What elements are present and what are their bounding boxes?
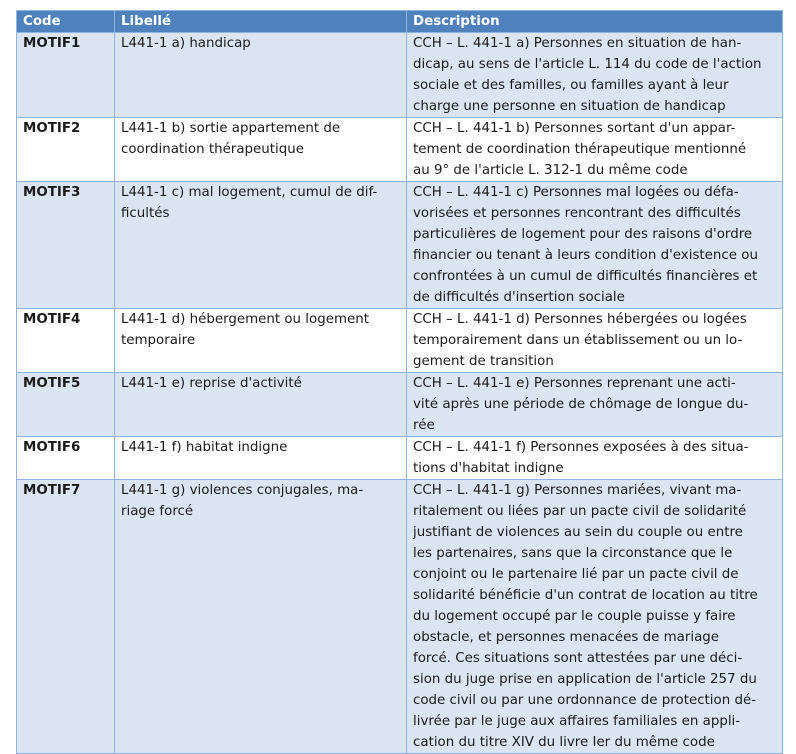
- table-row: [17, 480, 783, 754]
- cell-description: [407, 480, 783, 754]
- cell-description: [407, 373, 783, 437]
- description-line: gement de transition: [413, 354, 554, 369]
- description-line: CCH – L. 441-1 d) Personnes hébergées ou logées: [413, 312, 747, 327]
- cell-libelle: [115, 33, 407, 118]
- description-line: les partenaires, sans que la circonstance que le: [413, 546, 733, 561]
- description-line: vité après une période de chômage de longue du-: [413, 397, 749, 412]
- header-description: Description: [407, 11, 783, 33]
- description-line: de difficultés d'insertion sociale: [413, 290, 625, 305]
- cell-libelle: [115, 118, 407, 182]
- cell-description: [407, 309, 783, 373]
- description-line: temporairement dans un établissement ou un lo-: [413, 333, 743, 348]
- table-row: [17, 33, 783, 118]
- description-line: conjoint ou le partenaire lié par un pacte civil de: [413, 567, 739, 582]
- description-line: solidarité bénéficie d'un contrat de location au titre: [413, 588, 758, 603]
- description-line: cation du titre XIV du livre Ier du même code: [413, 735, 715, 750]
- description-line: justifiant de violences au sein du couple ou entre: [413, 525, 743, 540]
- libelle-line: ficultés: [121, 206, 170, 221]
- table-row: [17, 309, 783, 373]
- description-line: tement de coordination thérapeutique mentionné: [413, 142, 747, 157]
- cell-description: [407, 437, 783, 480]
- description-line: au 9° de l'article L. 312-1 du même code: [413, 163, 688, 178]
- table-row: [17, 182, 783, 309]
- description-line: CCH – L. 441-1 c) Personnes mal logées ou défa-: [413, 185, 739, 200]
- libelle-line: L441-1 d) hébergement ou logement: [121, 312, 369, 327]
- libelle-line: temporaire: [121, 333, 196, 348]
- cell-code: MOTIF4: [17, 309, 115, 373]
- libelle-line: L441-1 e) reprise d'activité: [121, 376, 302, 391]
- description-line: rée: [413, 418, 435, 433]
- description-line: sociale et des familles, ou familles ayant à leur: [413, 78, 729, 93]
- cell-libelle: [115, 373, 407, 437]
- cell-code: MOTIF2: [17, 118, 115, 182]
- description-line: code civil ou par une ordonnance de protection dé-: [413, 693, 757, 708]
- cell-description: [407, 118, 783, 182]
- description-line: confrontées à un cumul de difficultés financières et: [413, 269, 758, 284]
- libelle-line: L441-1 f) habitat indigne: [121, 440, 288, 455]
- header-libelle: Libellé: [115, 11, 407, 33]
- libelle-line: riage forcé: [121, 504, 194, 519]
- cell-description: [407, 182, 783, 309]
- libelle-line: L441-1 c) mal logement, cumul de dif-: [121, 185, 378, 200]
- cell-description: [407, 33, 783, 118]
- cell-code: MOTIF1: [17, 33, 115, 118]
- libelle-line: L441-1 g) violences conjugales, ma-: [121, 483, 364, 498]
- header-code: Code: [17, 11, 115, 33]
- description-line: livrée par le juge aux affaires familiales en appli-: [413, 714, 741, 729]
- description-line: obstacle, et personnes menacées de mariage: [413, 630, 720, 645]
- libelle-line: L441-1 a) handicap: [121, 36, 251, 51]
- cell-libelle: [115, 309, 407, 373]
- description-line: CCH – L. 441-1 g) Personnes mariées, vivant ma-: [413, 483, 742, 498]
- description-line: du logement occupé par le couple puisse y faire: [413, 609, 736, 624]
- table-row: [17, 118, 783, 182]
- cell-libelle: [115, 437, 407, 480]
- description-line: CCH – L. 441-1 f) Personnes exposées à des situa-: [413, 440, 749, 455]
- libelle-line: L441-1 b) sortie appartement de: [121, 121, 341, 136]
- description-line: CCH – L. 441-1 b) Personnes sortant d'un appar-: [413, 121, 736, 136]
- table-body: [17, 33, 783, 754]
- description-line: dicap, au sens de l'article L. 114 du code de l'action: [413, 57, 762, 72]
- cell-code: MOTIF7: [17, 480, 115, 754]
- table-header-row: [17, 11, 783, 33]
- description-line: forcé. Ces situations sont attestées par une déci-: [413, 651, 743, 666]
- description-line: charge une personne en situation de handicap: [413, 99, 726, 114]
- description-line: tions d'habitat indigne: [413, 461, 564, 476]
- description-line: ritalement ou liées par un pacte civil de solidarité: [413, 504, 747, 519]
- cell-code: MOTIF6: [17, 437, 115, 480]
- description-line: CCH – L. 441-1 e) Personnes reprenant une acti-: [413, 376, 736, 391]
- libelle-line: coordination thérapeutique: [121, 142, 304, 157]
- table-row: [17, 373, 783, 437]
- cell-code: MOTIF5: [17, 373, 115, 437]
- table-row: [17, 437, 783, 480]
- cell-libelle: [115, 182, 407, 309]
- description-line: financier ou tenant à leurs condition d'existence ou: [413, 248, 758, 263]
- description-line: vorisées et personnes rencontrant des difficultés: [413, 206, 741, 221]
- motifs-table: [16, 10, 783, 754]
- description-line: sion du juge prise en application de l'article 257 du: [413, 672, 757, 687]
- description-line: CCH – L. 441-1 a) Personnes en situation de han-: [413, 36, 742, 51]
- cell-code: MOTIF3: [17, 182, 115, 309]
- description-line: particulières de logement pour des raisons d'ordre: [413, 227, 753, 242]
- cell-libelle: [115, 480, 407, 754]
